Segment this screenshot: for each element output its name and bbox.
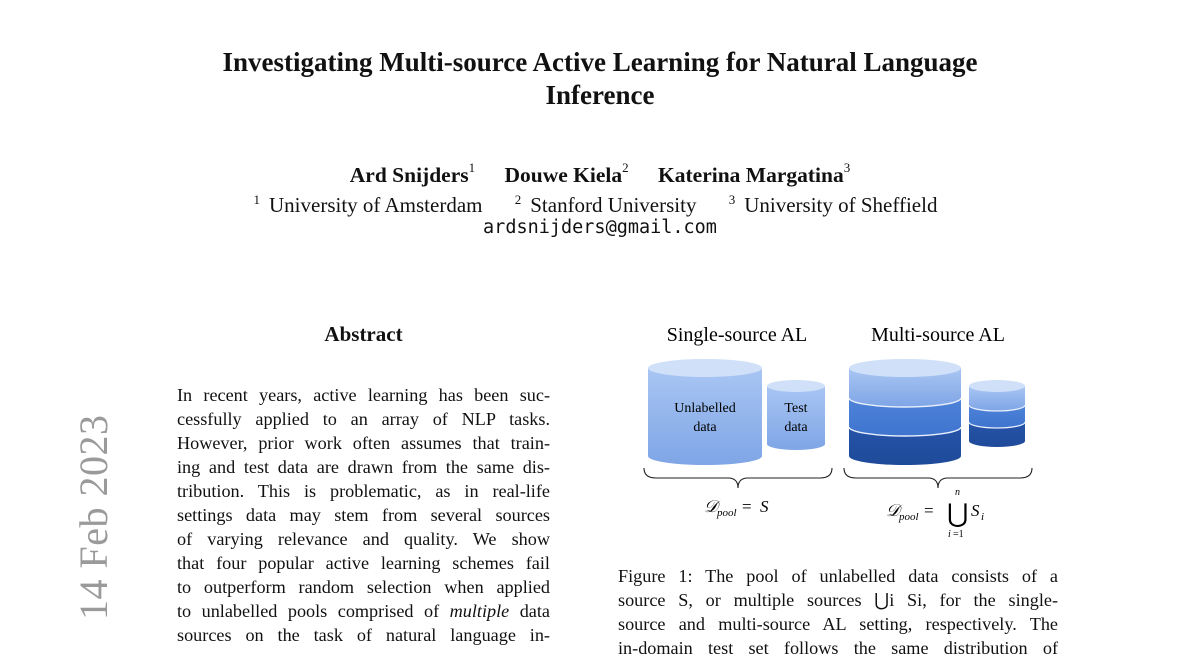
single-source-brace xyxy=(644,468,832,488)
multi-source-title: Multi-source AL xyxy=(871,324,1005,346)
test-label-line2: data xyxy=(784,420,808,435)
abstract-line: sources on the task of natural language in- xyxy=(177,625,550,645)
affiliation-1-mark: 1 xyxy=(253,192,261,207)
abstract-body xyxy=(177,383,550,647)
test-data-cylinder xyxy=(767,380,825,450)
affiliation-3-name: University of Sheffield xyxy=(744,193,938,217)
multi-source-brace xyxy=(844,468,1032,488)
svg-text:i: i xyxy=(981,511,985,523)
author-list xyxy=(0,156,1200,189)
author-2 xyxy=(504,160,629,188)
svg-text:=1: =1 xyxy=(953,529,964,540)
svg-text:𝒟: 𝒟 xyxy=(886,501,900,520)
caption-line: source and multi-source AL setting, respectively. The xyxy=(618,614,1058,634)
paper-title xyxy=(150,46,1050,112)
svg-text:⋃: ⋃ xyxy=(947,499,969,528)
svg-text:pool: pool xyxy=(899,511,919,523)
abstract-line: of varying relevance and quality. We show xyxy=(177,529,550,549)
affiliation-3-mark: 3 xyxy=(728,192,736,207)
unlabelled-data-cylinder xyxy=(648,359,762,465)
abstract-line-emphasis: to unlabelled pools comprised of multiple data xyxy=(177,601,550,621)
affiliation-2 xyxy=(515,193,706,217)
caption-line: in-domain test set follows the same distribution of xyxy=(618,638,1058,658)
author-1-name: Ard Snijders xyxy=(349,163,469,188)
arxiv-date-text: 14 Feb 2023 xyxy=(71,414,116,620)
abstract-line: that four popular active learning schemes fail xyxy=(177,553,550,573)
abstract-heading: Abstract xyxy=(324,322,403,346)
multi-source-pool-cylinder xyxy=(849,359,961,465)
multi-source-formula xyxy=(886,487,984,540)
affiliation-1-name: University of Amsterdam xyxy=(269,193,483,217)
figure-1-caption xyxy=(618,564,1058,660)
affiliation-3 xyxy=(729,193,947,217)
author-1 xyxy=(349,160,476,188)
author-3-name: Katerina Margatina xyxy=(658,163,844,188)
multi-source-test-cylinder xyxy=(969,380,1025,447)
abstract-line: to outperform random selection when applied xyxy=(177,577,550,597)
affiliation-2-name: Stanford University xyxy=(530,193,697,217)
author-email[interactable]: ardsnijders@gmail.com xyxy=(483,217,717,238)
paper-title-line-1: Investigating Multi-source Active Learning for Natural Language xyxy=(222,47,978,77)
abstract-line: In recent years, active learning has been suc- xyxy=(177,385,550,405)
svg-text:=: = xyxy=(742,497,752,516)
author-1-mark: 1 xyxy=(468,160,476,175)
unlabelled-label-line2: data xyxy=(693,420,717,435)
abstract-line: However, prior work often assumes that train- xyxy=(177,433,550,453)
caption-line: Figure 1: The pool of unlabelled data consists of a xyxy=(618,566,1058,586)
abstract-line: cessfully applied to an array of NLP tasks. xyxy=(177,409,550,429)
abstract-line: tribution. This is problematic, as in real-life xyxy=(177,481,550,501)
author-3-mark: 3 xyxy=(843,160,851,175)
svg-text:𝒟: 𝒟 xyxy=(704,497,718,516)
unlabelled-label-line1: Unlabelled xyxy=(674,401,736,416)
affiliation-1 xyxy=(254,193,492,217)
author-2-name: Douwe Kiela xyxy=(504,163,623,188)
single-source-title: Single-source AL xyxy=(666,324,808,346)
emphasis-multiple: multiple xyxy=(449,601,510,621)
figure-1-diagram xyxy=(622,316,1062,556)
author-3 xyxy=(658,160,851,188)
figure-1 xyxy=(622,316,1062,556)
author-2-mark: 2 xyxy=(622,160,629,175)
arxiv-date-stamp xyxy=(28,414,116,652)
svg-text:S: S xyxy=(760,497,769,516)
svg-text:=: = xyxy=(924,501,934,520)
abstract-line: ing and test data are drawn from the same dis- xyxy=(177,457,550,477)
svg-text:pool: pool xyxy=(717,507,737,519)
paper-title-line-2: Inference xyxy=(545,80,655,110)
caption-line: source S, or multiple sources ⋃i Si, for the single- xyxy=(618,590,1058,610)
svg-text:i: i xyxy=(948,529,951,540)
test-label-line1: Test xyxy=(784,401,808,416)
svg-text:S: S xyxy=(971,501,980,520)
affiliation-2-mark: 2 xyxy=(514,192,522,207)
svg-text:n: n xyxy=(955,487,960,498)
single-source-formula xyxy=(704,497,769,519)
abstract-line: settings data may stem from several sources xyxy=(177,505,550,525)
